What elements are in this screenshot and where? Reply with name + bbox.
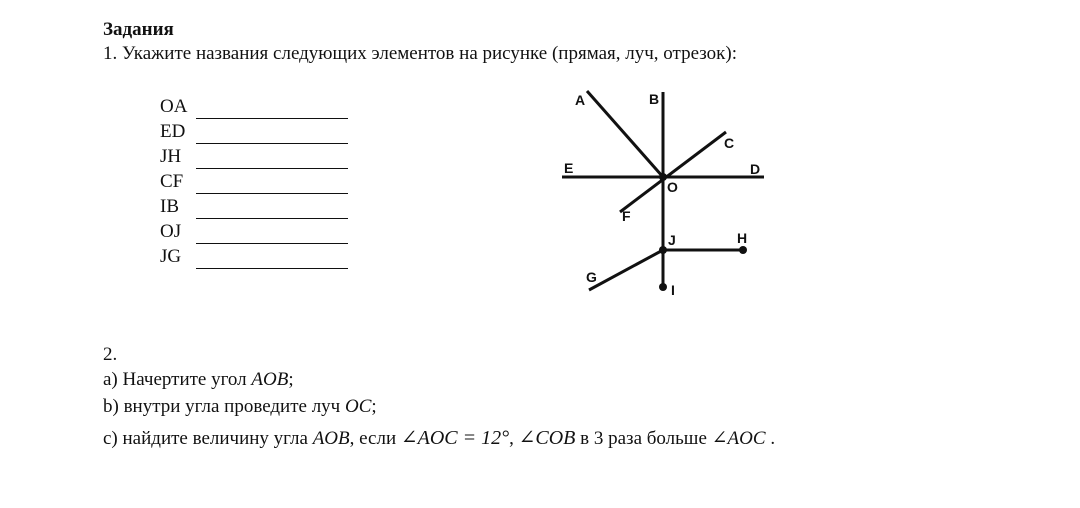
formula: ∠AOC = 12°: [400, 427, 510, 449]
point-O: [659, 173, 667, 181]
text: ;: [288, 369, 294, 390]
text: c) найдите величину угла: [103, 428, 313, 449]
text: ;: [371, 396, 377, 417]
label-O: O: [667, 179, 678, 195]
label-F: F: [622, 208, 631, 224]
task1-items-list: [160, 94, 348, 269]
angle-name: AOB: [251, 369, 289, 390]
list-item: [160, 194, 348, 219]
point-I: [659, 283, 667, 291]
formula: ∠AOC: [711, 428, 766, 449]
list-item: [160, 169, 348, 194]
section-heading: Задания: [103, 19, 174, 40]
answer-blank: [196, 175, 348, 194]
label-A: A: [575, 92, 586, 108]
text: b) внутри угла проведите луч: [103, 396, 345, 417]
line-CF: [620, 132, 726, 212]
ray-JG: [589, 250, 663, 290]
task2-number: 2.: [103, 344, 118, 365]
text: a) Начертите угол: [103, 369, 252, 390]
item-label: OA: [160, 96, 188, 117]
label-J: J: [668, 232, 676, 248]
task2-item-b: [103, 396, 377, 418]
text: .: [765, 428, 776, 449]
list-item: [160, 119, 348, 144]
label-H: H: [737, 230, 748, 246]
ray-name: OC: [344, 396, 372, 417]
answer-blank: [196, 200, 348, 219]
angle-name: AOB: [312, 428, 350, 449]
item-label: OJ: [160, 221, 182, 242]
task1-text: 1. Укажите названия следующих элементов на рисунке (прямая, луч, отрезок):: [103, 43, 737, 64]
label-C: C: [724, 135, 735, 151]
label-G: G: [586, 269, 597, 285]
answer-blank: [196, 100, 348, 119]
label-E: E: [564, 160, 574, 176]
item-label: ED: [160, 121, 186, 142]
list-item: [160, 219, 348, 244]
text: ,: [509, 428, 519, 449]
item-label: JG: [160, 246, 182, 267]
label-D: D: [750, 161, 761, 177]
answer-blank: [196, 150, 348, 169]
point-H: [739, 246, 747, 254]
label-B: B: [649, 91, 660, 107]
geometry-figure: [560, 84, 780, 304]
text: , если: [349, 428, 401, 449]
point-J: [659, 246, 667, 254]
item-label: CF: [160, 171, 184, 192]
task2-item-c: [103, 425, 775, 450]
formula: ∠COB: [518, 427, 576, 449]
task2-item-a: [103, 369, 294, 391]
answer-blank: [196, 250, 348, 269]
list-item: [160, 244, 348, 269]
label-I: I: [671, 282, 675, 298]
text: в 3 раза больше: [575, 428, 712, 449]
list-item: [160, 144, 348, 169]
item-label: IB: [160, 196, 179, 217]
item-label: JH: [160, 146, 182, 167]
answer-blank: [196, 225, 348, 244]
answer-blank: [196, 125, 348, 144]
list-item: [160, 94, 348, 119]
